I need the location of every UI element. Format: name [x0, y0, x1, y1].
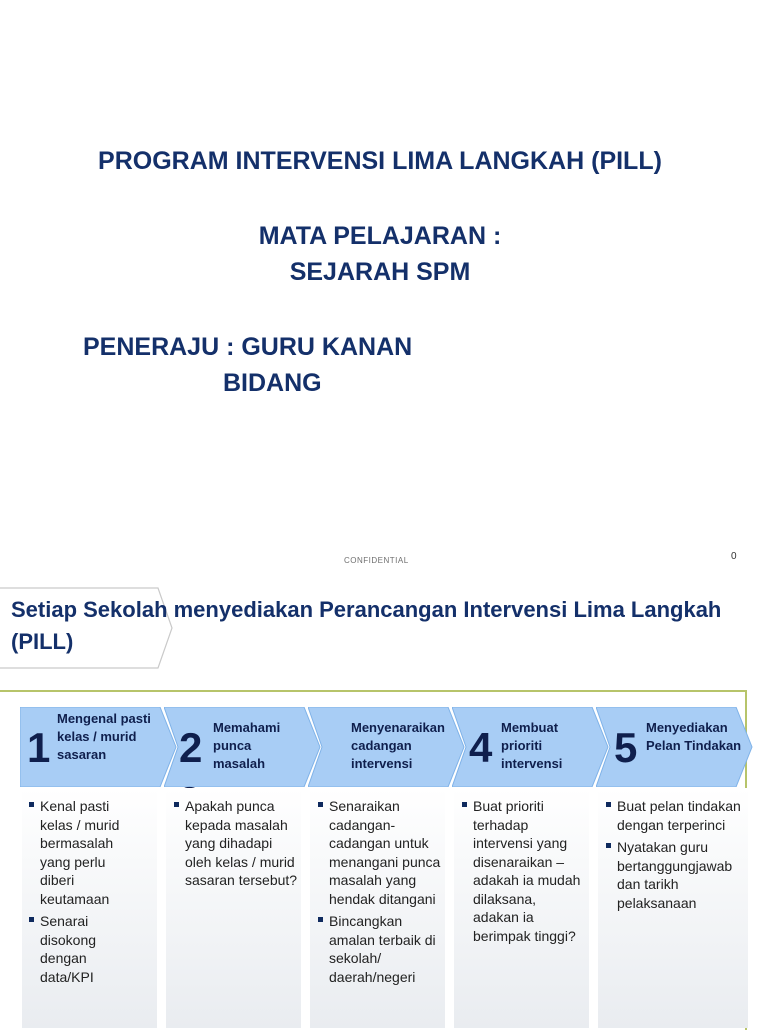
- step-2-bullet-1: Apakah punca kepada masalah yang dihadapi oleh kelas / murid sasaran tersebut?: [173, 797, 299, 890]
- lead-label: PENERAJU : GURU KANAN: [83, 333, 413, 361]
- step-5-bullet-1: Buat pelan tindakan dengan terperinci: [605, 797, 745, 834]
- step-2-chevron: [164, 707, 322, 787]
- step-1-bullet-1: Kenal pasti kelas / murid bermasalah yang perlu diberi keutamaan: [28, 797, 140, 908]
- step-1-label: Mengenal pasti kelas / murid sasaran: [57, 711, 151, 762]
- step-2-details: [166, 788, 301, 1028]
- step-5-details: [598, 788, 748, 1028]
- step-3-label: Menyenaraikan cadangan intervensi: [351, 720, 445, 771]
- step-1-chevron: [20, 707, 178, 787]
- step-1-bullet-2: Senarai disokong dengan data/KPI: [28, 912, 140, 986]
- step-3-bullet-1: Senaraikan cadangan-cadangan untuk menangani punca masalah yang hendak ditangani: [317, 797, 445, 908]
- step-5-number: 5: [614, 724, 638, 771]
- step-1-number: 1: [27, 724, 51, 771]
- confidential-label: CONFIDENTIAL: [344, 556, 409, 565]
- step-5-chevron: [596, 707, 754, 787]
- step-3-chevron: [308, 707, 466, 787]
- page-number: 0: [731, 551, 737, 562]
- lead-label-continued: BIDANG: [223, 369, 322, 397]
- step-4-number: 4: [469, 724, 493, 771]
- step-3-details: [310, 788, 445, 1028]
- program-title: PROGRAM INTERVENSI LIMA LANGKAH (PILL): [98, 147, 662, 175]
- step-5-label: Menyediakan Pelan Tindakan: [646, 720, 742, 753]
- step-5-bullet-2: Nyatakan guru bertanggungjawab dan tarikh pelaksanaan: [605, 838, 745, 912]
- step-1-details: [22, 788, 157, 1028]
- step-2-label: Memahami punca masalah: [213, 720, 281, 771]
- step-3-bullet-2: Bincangkan amalan terbaik di sekolah/ daerah/negeri: [317, 912, 445, 986]
- subject-label: MATA PELAJARAN :: [258, 222, 502, 250]
- slide-heading: Setiap Sekolah menyediakan Perancangan Intervensi Lima Langkah (PILL): [11, 597, 722, 654]
- step-4-label: Membuat prioriti intervensi: [501, 720, 563, 771]
- step-2-number: 2: [179, 724, 203, 771]
- step-4-chevron: [452, 707, 610, 787]
- subject-value: SEJARAH SPM: [289, 258, 471, 286]
- step-4-details: [454, 788, 589, 1028]
- step-4-bullet-1: Buat prioriti terhadap intervensi yang disenaraikan – adakah ia mudah dilaksana, adakan ia berimpak tinggi?: [461, 797, 585, 945]
